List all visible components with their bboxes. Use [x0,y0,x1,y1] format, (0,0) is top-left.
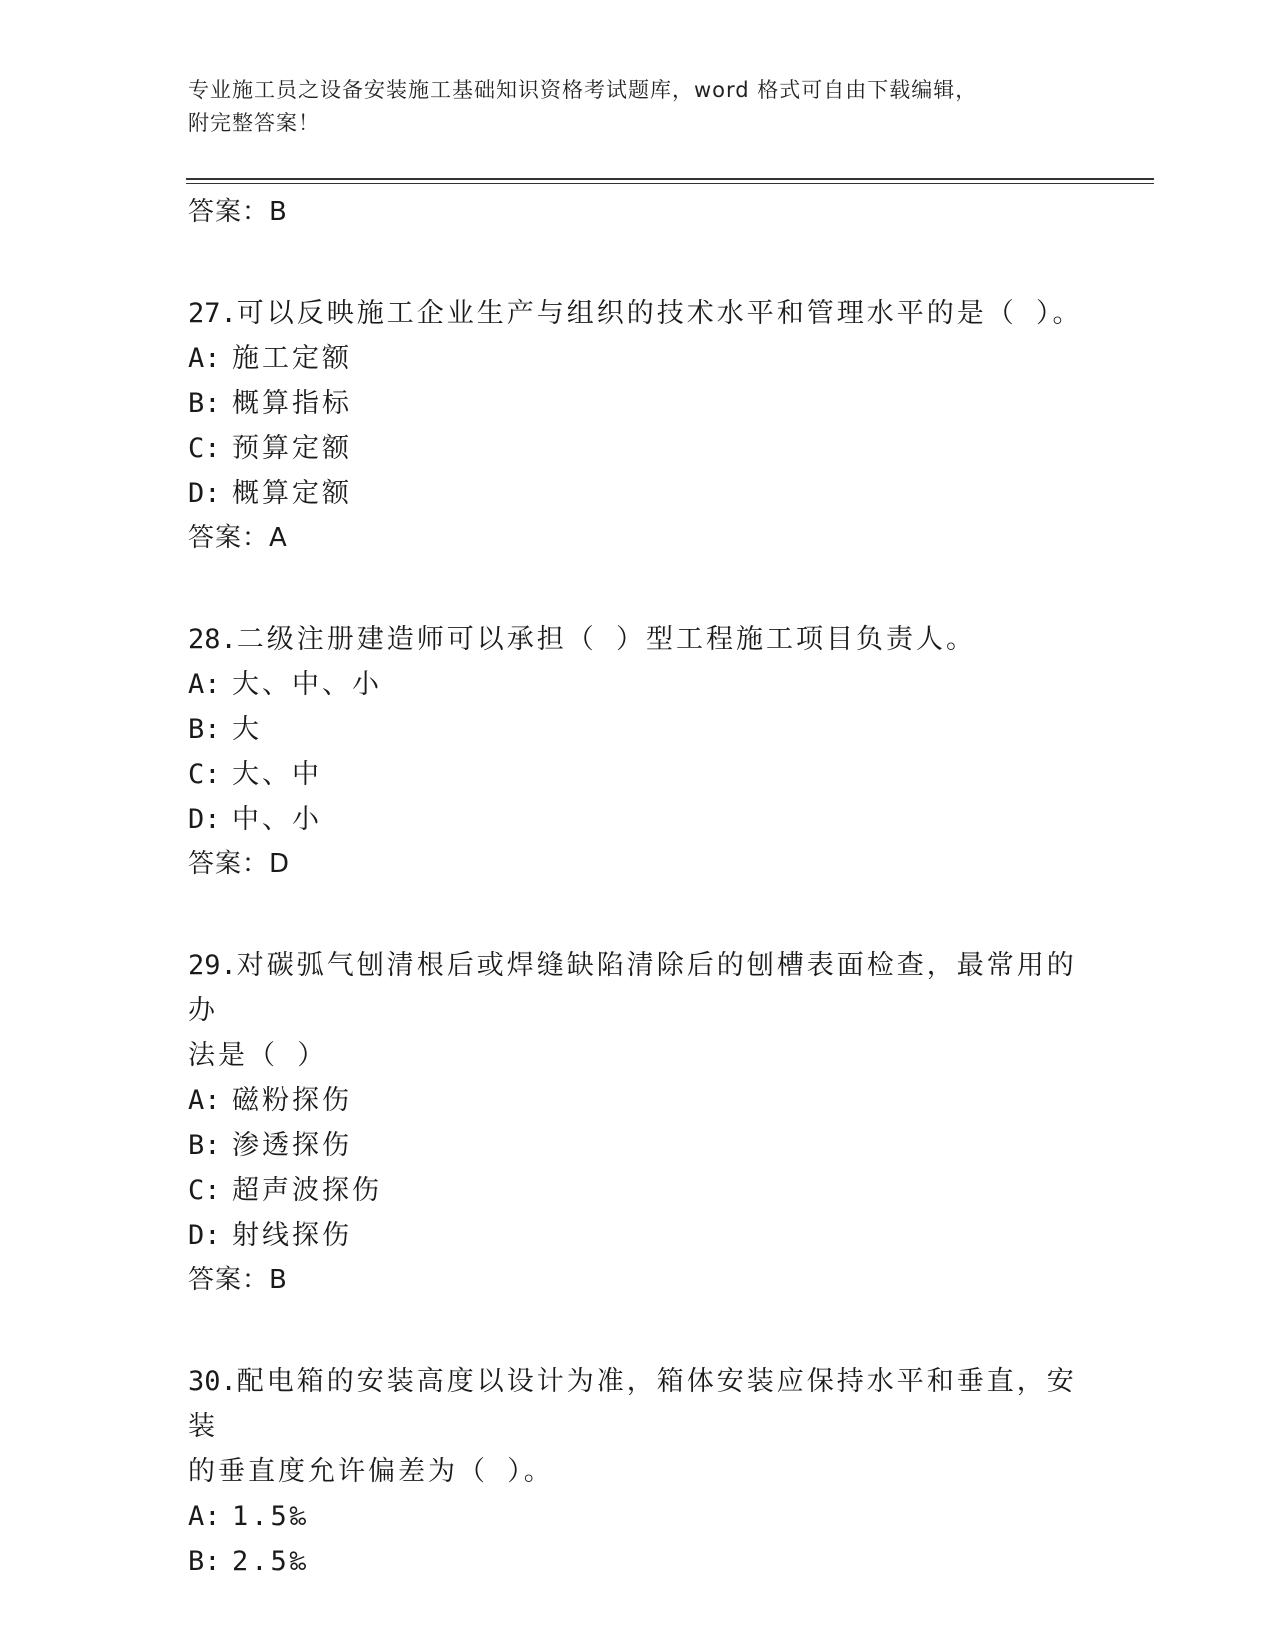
option-label: A: [188,343,221,374]
question-number: 27. [188,298,237,329]
question-29 [188,943,1088,1303]
question-stem: 可以反映施工企业生产与组织的技术水平和管理水平的是（ ）。 [236,298,1083,329]
option-label: B: [188,1546,221,1577]
option-label: B: [188,714,221,745]
option-text: 大、中、小 [232,669,382,700]
option-c [188,426,1088,471]
option-label: C: [188,1175,221,1206]
question-text [188,1359,1088,1449]
option-text: 超声波探伤 [232,1175,382,1206]
option-text: 中、小 [232,804,322,835]
option-a [188,1494,1088,1539]
question-number: 30. [188,1366,237,1397]
option-label: A: [188,669,221,700]
question-stem-line-1: 配电箱的安装高度以设计为准，箱体安装应保持水平和垂直，安装 [188,1366,1077,1442]
option-label: C: [188,759,221,790]
option-label: A: [188,1085,221,1116]
option-text: 大 [232,714,262,745]
question-text [188,291,1088,336]
spacer [188,561,1088,617]
option-b [188,707,1088,752]
option-d [188,1213,1088,1258]
header-line-2: 附完整答案！ [188,111,320,135]
option-a [188,336,1088,381]
question-text [188,617,1088,662]
option-label: D: [188,478,221,509]
option-label: A: [188,1501,221,1532]
option-text: 渗透探伤 [232,1130,352,1161]
option-c [188,752,1088,797]
question-27 [188,291,1088,561]
option-text: 施工定额 [232,343,352,374]
option-label: B: [188,1130,221,1161]
option-text: 1.5‰ [232,1501,310,1532]
question-text [188,943,1088,1033]
header-line-1: 专业施工员之设备安装施工基础知识资格考试题库，word 格式可自由下载编辑， [188,78,978,102]
option-label: D: [188,804,221,835]
option-text: 概算定额 [232,478,352,509]
answer: 答案：A [188,523,288,553]
question-number: 28. [188,624,237,655]
option-b [188,381,1088,426]
question-number: 29. [188,950,237,981]
option-text: 概算指标 [232,388,352,419]
option-text: 2.5‰ [232,1546,310,1577]
previous-answer: 答案：B [188,197,288,227]
option-d [188,471,1088,516]
question-28 [188,617,1088,887]
spacer [188,235,1088,291]
option-label: D: [188,1220,221,1251]
option-c [188,1168,1088,1213]
question-stem-line-2: 的垂直度允许偏差为（ ）。 [188,1456,554,1487]
question-stem: 二级注册建造师可以承担（ ）型工程施工项目负责人。 [236,624,977,655]
question-list [188,190,1088,1584]
option-text: 大、中 [232,759,322,790]
option-label: C: [188,433,221,464]
option-d [188,797,1088,842]
question-stem-line-1: 对碳弧气刨清根后或焊缝缺陷清除后的刨槽表面检查，最常用的办 [188,950,1077,1026]
option-text: 射线探伤 [232,1220,352,1251]
spacer [188,1303,1088,1359]
spacer [188,887,1088,943]
answer: 答案：D [188,849,291,879]
option-a [188,1078,1088,1123]
header-divider-thick [186,178,1154,180]
option-text: 预算定额 [232,433,352,464]
header-divider-thin [186,183,1154,184]
option-label: B: [188,388,221,419]
question-30 [188,1359,1088,1584]
document-header [188,74,1068,140]
option-a [188,662,1088,707]
option-b [188,1123,1088,1168]
option-text: 磁粉探伤 [232,1085,352,1116]
answer: 答案：B [188,1265,288,1295]
question-stem-line-2: 法是（ ） [188,1040,328,1071]
option-b [188,1539,1088,1584]
